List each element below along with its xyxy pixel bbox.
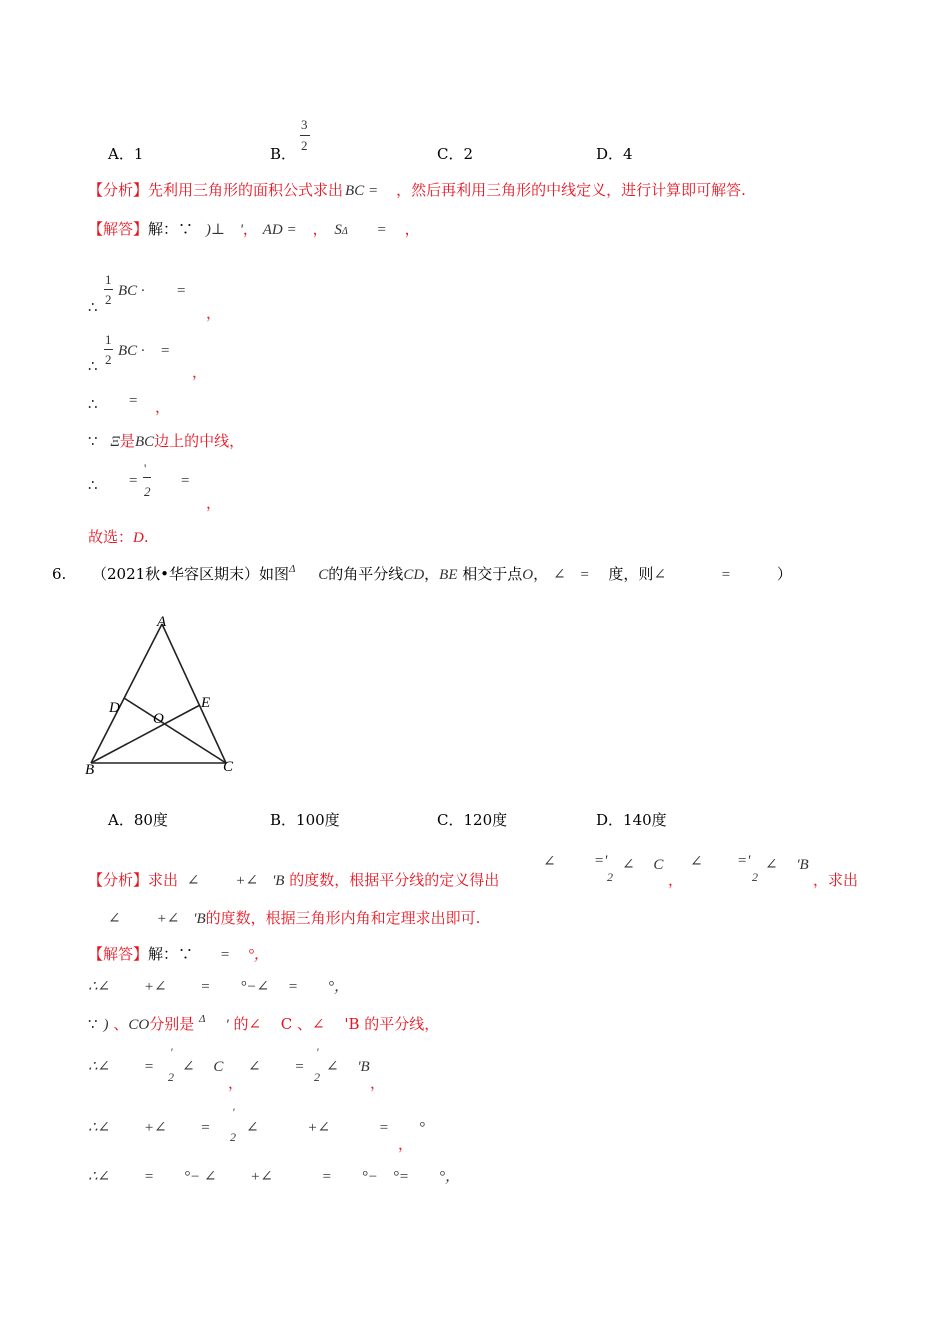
q5-option-a: A．1 bbox=[108, 145, 144, 163]
q5-option-b: B． bbox=[270, 145, 297, 163]
q6-analysis-expr1: ∠ bbox=[543, 854, 556, 870]
label-c: C bbox=[223, 759, 234, 775]
q5-solution-line1: 【解答】解：∵ )⊥ '， AD = ， SΔ = ， bbox=[88, 220, 420, 238]
fraction-denominator: 2 bbox=[105, 292, 112, 307]
q5-step1-expr: BC · bbox=[118, 283, 145, 299]
q6-option-d: D．140度 bbox=[596, 811, 667, 829]
fraction-bar bbox=[104, 289, 113, 290]
triangle-figure bbox=[80, 608, 250, 778]
q6-solution-line4-comma2: ， bbox=[370, 1074, 386, 1092]
q5-step5-eq2: = bbox=[180, 473, 191, 489]
q5-option-b-fraction-bar bbox=[300, 135, 310, 136]
q5-option-b-numerator: 3 bbox=[301, 117, 308, 132]
q6-analysis-expr2: ∠ bbox=[690, 854, 703, 870]
q6-option-c: C．120度 bbox=[437, 811, 508, 829]
q6-analysis-expr1c: 2 bbox=[607, 870, 613, 884]
q6-number: 6. bbox=[52, 565, 67, 583]
q5-step3-end: ， bbox=[155, 398, 171, 416]
q6-solution-line4d: ∠ 'B bbox=[326, 1059, 370, 1075]
q6-solution-line5: ∴∠ +∠ = bbox=[88, 1120, 211, 1136]
q6-analysis-expr1b: =' bbox=[594, 853, 608, 869]
q5-step5-eq: = bbox=[128, 473, 139, 489]
fraction-denominator: 2 bbox=[144, 484, 151, 499]
fraction-denominator: 2 bbox=[230, 1130, 236, 1144]
label-e: E bbox=[201, 695, 211, 711]
q5-step4: ∵ Ξ是BC边上的中线， bbox=[88, 432, 245, 450]
q6-option-a: A．80度 bbox=[108, 811, 168, 829]
q6-solution-line4b: ∠ C bbox=[182, 1059, 224, 1075]
therefore-symbol: ∴ bbox=[88, 476, 98, 494]
q6-analysis-line2: ∠ +∠ 'B的度数，根据三角形内角和定理求出即可. bbox=[108, 909, 481, 927]
fraction-bar bbox=[143, 477, 151, 478]
q5-choice: 故选：D. bbox=[88, 528, 149, 546]
label-o: O bbox=[153, 711, 164, 727]
therefore-symbol: ∴ bbox=[88, 298, 98, 316]
q6-solution-line2: ∴∠ +∠ = °−∠ = °， bbox=[88, 979, 349, 995]
label-a: A bbox=[157, 614, 167, 630]
q6-solution-line5b: ∠ +∠ = ° bbox=[246, 1120, 425, 1136]
q6-solution-line4-comma: ， bbox=[228, 1074, 244, 1092]
fraction-denominator: 2 bbox=[168, 1070, 174, 1084]
q6-analysis-expr2d: ∠ 'B bbox=[765, 857, 809, 873]
q5-step2-end: ， bbox=[192, 363, 208, 381]
fraction-bar bbox=[104, 349, 113, 350]
fraction-numerator: 1 bbox=[105, 272, 112, 287]
q5-analysis: 【分析】先利用三角形的面积公式求出 BC = ，然后再利用三角形的中线定义，进行计算即可解答. bbox=[88, 181, 746, 199]
q5-step1-end: ， bbox=[206, 304, 222, 322]
fraction-numerator-mark: ' bbox=[232, 1105, 235, 1119]
q6-analysis-line1: 【分析】求出 ∠ +∠ 'B 的度数，根据平分线的定义得出 bbox=[88, 871, 500, 889]
fraction-denominator: 2 bbox=[314, 1070, 320, 1084]
q6-stem: （2021秋•华容区期末）如图$^\Delta$ C的角平分线CD，BE 相交于点O， ∠ = 度，则∠ = ） bbox=[92, 563, 792, 583]
q6-analysis-expr2b: =' bbox=[737, 853, 751, 869]
q5-option-b-denominator: 2 bbox=[301, 138, 308, 153]
therefore-symbol: ∴ bbox=[88, 357, 98, 375]
q6-solution-line1: 【解答】解：∵ = °， bbox=[88, 945, 269, 963]
fraction-numerator: 1 bbox=[105, 332, 112, 347]
fraction-numerator-mark: ' bbox=[170, 1045, 173, 1059]
side-ab bbox=[91, 624, 162, 763]
q5-step2-expr: BC · bbox=[118, 343, 145, 359]
q6-solution-line5-comma: ， bbox=[398, 1135, 414, 1153]
fraction-denominator: 2 bbox=[105, 352, 112, 367]
q6-analysis-text3: ，求出 bbox=[813, 871, 859, 889]
q6-solution-line4c: ∠ = bbox=[248, 1059, 305, 1075]
label-b: B bbox=[85, 762, 95, 778]
fraction-numerator-mark: ' bbox=[316, 1045, 319, 1059]
label-d: D bbox=[109, 700, 120, 716]
q6-analysis-comma: ， bbox=[668, 871, 684, 889]
segment-be bbox=[91, 705, 200, 763]
q5-step3-eq: = bbox=[128, 393, 139, 409]
q5-option-d: D．4 bbox=[596, 145, 633, 163]
q5-step5-end: ， bbox=[206, 494, 222, 512]
therefore-symbol: ∴ bbox=[88, 395, 98, 413]
fraction-numerator-mark: ' bbox=[144, 461, 147, 476]
q5-step1-eq: = bbox=[176, 283, 187, 299]
q6-analysis-expr2c: 2 bbox=[752, 870, 758, 884]
q6-option-b: B．100度 bbox=[270, 811, 340, 829]
q6-analysis-expr1d: ∠ C bbox=[622, 857, 664, 873]
q5-option-c: C．2 bbox=[437, 145, 474, 163]
q5-step2-eq: = bbox=[160, 343, 171, 359]
q6-solution-line3: ∵ ) 、CO分别是 $^\Delta$ ' 的∠ C 、∠ 'B 的平分线， bbox=[88, 1013, 440, 1033]
q6-solution-line4: ∴∠ = bbox=[88, 1059, 154, 1075]
q6-solution-line6: ∴∠ = °− ∠ +∠ = °− °= °， bbox=[88, 1169, 460, 1185]
